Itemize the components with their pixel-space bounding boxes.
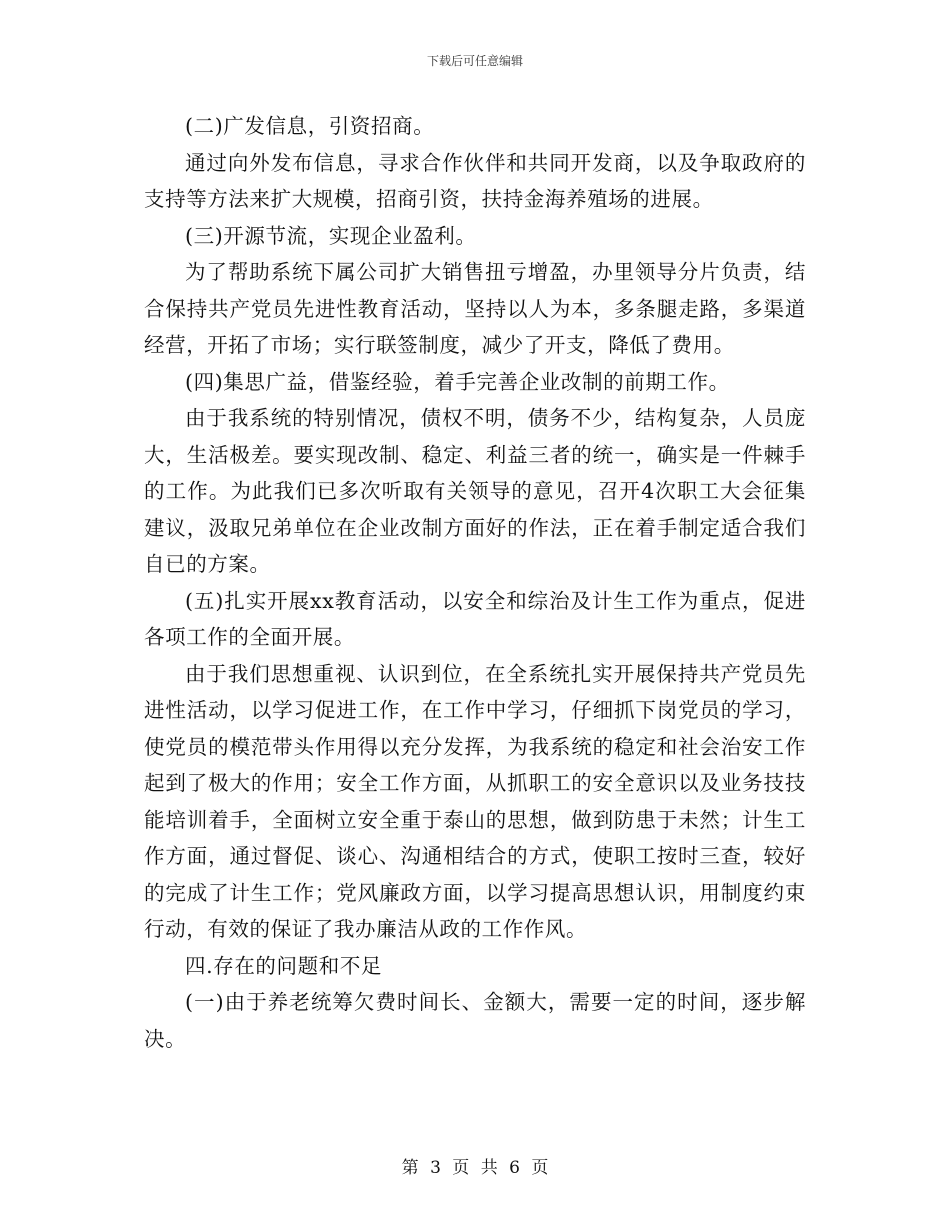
paragraph: (一)由于养老统筹欠费时间长、金额大，需要一定的时间，逐步解决。: [144, 990, 806, 1051]
section-heading-3: (三)开源节流，实现企业盈利。: [185, 223, 477, 248]
page-header-note: 下载后可任意编辑: [426, 54, 523, 68]
paragraph: 通过向外发布信息，寻求合作伙伴和共同开发商，以及争取政府的支持等方法来扩大规模，招商引资，扶持金海养殖场的进展。: [144, 150, 806, 211]
page-number-footer: 第 3 页 共 6 页: [401, 1158, 549, 1178]
section-heading-2: (二)广发信息，引资招商。: [185, 114, 435, 138]
section-heading-5: (五)扎实开展xx教育活动，以安全和综治及计生工作为重点，促进各项工作的全面开展。: [144, 588, 806, 649]
document-body: [144, 108, 806, 1057]
section-heading-4: (四)集思广益，借鉴经验，着手完善企业改制的前期工作。: [185, 369, 730, 394]
paragraph: 由于我系统的特别情况，债权不明，债务不少，结构复杂，人员庞大，生活极差。要实现改制、稳定、利益三者的统一，确实是一件棘手的工作。为此我们已多次听取有关领导的意见，召开4次职工大会征集建议，汲取兄弟单位在企业改制方面好的作法，正在着手制定适合我们自已的方案。: [144, 406, 806, 576]
paragraph: 为了帮助系统下属公司扩大销售扭亏增盈，办里领导分片负责，结合保持共产党员先进性教育活动，坚持以人为本，多条腿走路，多渠道经营，开拓了市场；实行联签制度，减少了开支，降低了费用。: [144, 260, 806, 357]
chapter-heading-4: 四.存在的问题和不足: [185, 953, 383, 978]
paragraph: 由于我们思想重视、认识到位，在全系统扎实开展保持共产党员先进性活动，以学习促进工作，在工作中学习，仔细抓下岗党员的学习，使党员的模范带头作用得以充分发挥，为我系统的稳定和社会治安工作起到了极大的作用；安全工作方面，从抓职工的安全意识以及业务技技能培训着手，全面树立安全重于泰山的思想，做到防患于未然；计生工作方面，通过督促、谈心、沟通相结合的方式，使职工按时三查，较好的完成了计生工作；党风廉政方面，以学习提高思想认识，用制度约束行动，有效的保证了我办廉洁从政的工作作风。: [144, 661, 806, 941]
